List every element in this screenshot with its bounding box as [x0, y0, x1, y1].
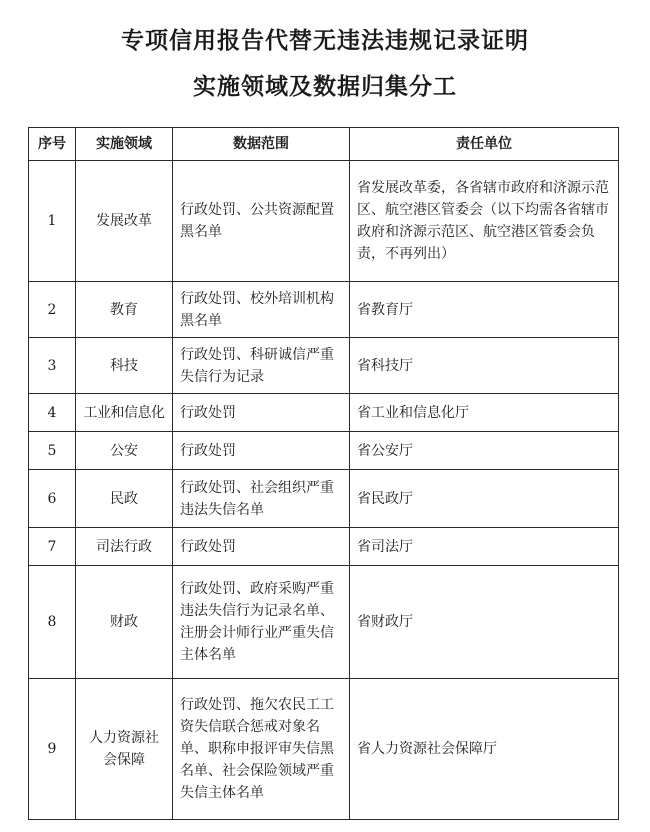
- table-row: [29, 566, 619, 679]
- row-scope: 行政处罚、社会组织严重违法失信名单: [173, 470, 350, 528]
- row-field: 人力资源社会保障: [76, 679, 173, 820]
- table-row: [29, 338, 619, 394]
- row-number: 4: [29, 394, 76, 432]
- document-title-line-1: 专项信用报告代替无违法违规记录证明: [121, 28, 529, 54]
- row-unit: 省民政厅: [350, 470, 619, 528]
- table-row: [29, 161, 619, 282]
- row-unit: 省发展改革委，各省辖市政府和济源示范区、航空港区管委会（以下均需各省辖市政府和济源示范区、航空港区管委会负责，不再列出）: [350, 161, 619, 282]
- row-number: 1: [29, 161, 76, 282]
- row-unit: 省公安厅: [350, 432, 619, 470]
- row-unit: 省科技厅: [350, 338, 619, 394]
- row-field: 司法行政: [76, 528, 173, 566]
- row-unit: 省教育厅: [350, 282, 619, 338]
- table-row: [29, 679, 619, 820]
- row-scope: 行政处罚、校外培训机构黑名单: [173, 282, 350, 338]
- document-title-line-2: 实施领域及数据归集分工: [193, 74, 457, 100]
- row-number: 9: [29, 679, 76, 820]
- table-row: [29, 528, 619, 566]
- header-implementation-field: 实施领域: [76, 128, 173, 161]
- row-scope: 行政处罚: [173, 394, 350, 432]
- row-field: 民政: [76, 470, 173, 528]
- row-number: 6: [29, 470, 76, 528]
- table-row: [29, 282, 619, 338]
- row-field: 科技: [76, 338, 173, 394]
- header-data-scope: 数据范围: [173, 128, 350, 161]
- row-number: 8: [29, 566, 76, 679]
- table-row: [29, 432, 619, 470]
- row-field: 教育: [76, 282, 173, 338]
- row-field: 工业和信息化: [76, 394, 173, 432]
- row-scope: 行政处罚: [173, 432, 350, 470]
- table-row: [29, 470, 619, 528]
- row-field: 公安: [76, 432, 173, 470]
- row-number: 3: [29, 338, 76, 394]
- row-field: 发展改革: [76, 161, 173, 282]
- header-serial-number: 序号: [29, 128, 76, 161]
- header-responsible-unit: 责任单位: [350, 128, 619, 161]
- table-header-row: [29, 128, 619, 161]
- row-unit: 省司法厅: [350, 528, 619, 566]
- row-unit: 省人力资源社会保障厅: [350, 679, 619, 820]
- row-number: 7: [29, 528, 76, 566]
- row-scope: 行政处罚: [173, 528, 350, 566]
- row-scope: 行政处罚、公共资源配置黑名单: [173, 161, 350, 282]
- row-number: 2: [29, 282, 76, 338]
- allocation-table: [28, 127, 619, 820]
- row-unit: 省工业和信息化厅: [350, 394, 619, 432]
- row-number: 5: [29, 432, 76, 470]
- row-unit: 省财政厅: [350, 566, 619, 679]
- row-scope: 行政处罚、政府采购严重违法失信行为记录名单、注册会计师行业严重失信主体名单: [173, 566, 350, 679]
- row-scope: 行政处罚、科研诚信严重失信行为记录: [173, 338, 350, 394]
- row-field: 财政: [76, 566, 173, 679]
- row-scope: 行政处罚、拖欠农民工工资失信联合惩戒对象名单、职称申报评审失信黑名单、社会保险领域严重失信主体名单: [173, 679, 350, 820]
- table-row: [29, 394, 619, 432]
